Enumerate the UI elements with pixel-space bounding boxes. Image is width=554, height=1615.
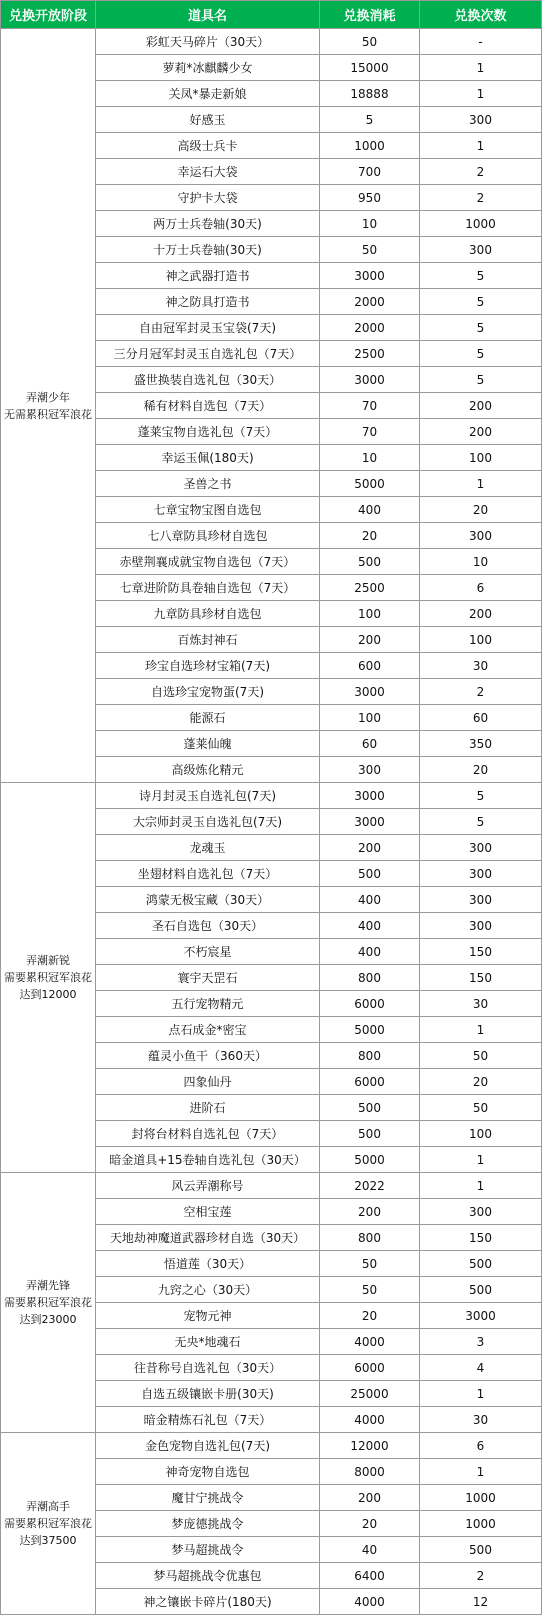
cost-cell: 40 — [320, 1537, 420, 1563]
times-cell: 5 — [420, 341, 542, 367]
cost-cell: 2000 — [320, 289, 420, 315]
times-cell: 100 — [420, 627, 542, 653]
item-name-cell: 好感玉 — [96, 107, 320, 133]
times-cell: 500 — [420, 1277, 542, 1303]
item-name-cell: 幸运玉佩(180天) — [96, 445, 320, 471]
cost-cell: 3000 — [320, 263, 420, 289]
times-cell: 1 — [420, 1017, 542, 1043]
header-stage: 兑换开放阶段 — [1, 1, 96, 29]
item-name-cell: 萝莉*冰麒麟少女 — [96, 55, 320, 81]
stage-line: 达到23000 — [19, 1313, 77, 1326]
times-cell: 1 — [420, 1173, 542, 1199]
item-name-cell: 寰宇天罡石 — [96, 965, 320, 991]
cost-cell: 6000 — [320, 1069, 420, 1095]
times-cell: 2 — [420, 185, 542, 211]
cost-cell: 3000 — [320, 679, 420, 705]
cost-cell: 500 — [320, 549, 420, 575]
item-name-cell: 坐翅材料自选礼包（7天） — [96, 861, 320, 887]
cost-cell: 300 — [320, 757, 420, 783]
cost-cell: 6400 — [320, 1563, 420, 1589]
times-cell: 200 — [420, 601, 542, 627]
item-name-cell: 神奇宠物自选包 — [96, 1459, 320, 1485]
times-cell: 3000 — [420, 1303, 542, 1329]
item-name-cell: 大宗师封灵玉自选礼包(7天) — [96, 809, 320, 835]
item-name-cell: 鸿蒙无极宝藏（30天） — [96, 887, 320, 913]
item-name-cell: 点石成金*密宝 — [96, 1017, 320, 1043]
times-cell: 1 — [420, 1147, 542, 1173]
times-cell: 30 — [420, 991, 542, 1017]
item-name-cell: 诗月封灵玉自选礼包(7天) — [96, 783, 320, 809]
times-cell: 2 — [420, 159, 542, 185]
header-item: 道具名 — [96, 1, 320, 29]
item-name-cell: 五行宠物精元 — [96, 991, 320, 1017]
times-cell: 20 — [420, 757, 542, 783]
item-name-cell: 四象仙丹 — [96, 1069, 320, 1095]
stage-line: 需要累积冠军浪花 — [4, 1296, 92, 1309]
stage-line: 需要累积冠军浪花 — [4, 1517, 92, 1530]
table-row — [1, 1433, 542, 1459]
header-row — [1, 1, 542, 29]
item-name-cell: 蕴灵小鱼干（360天） — [96, 1043, 320, 1069]
item-name-cell: 守护卡大袋 — [96, 185, 320, 211]
times-cell: 10 — [420, 549, 542, 575]
item-name-cell: 蓬莱宝物自选礼包（7天） — [96, 419, 320, 445]
stage-line: 无需累积冠军浪花 — [4, 407, 92, 421]
item-name-cell: 七章宝物宝图自选包 — [96, 497, 320, 523]
cost-cell: 400 — [320, 887, 420, 913]
cost-cell: 50 — [320, 1251, 420, 1277]
item-name-cell: 风云弄潮称号 — [96, 1173, 320, 1199]
cost-cell: 20 — [320, 1303, 420, 1329]
item-name-cell: 九章防具珍材自选包 — [96, 601, 320, 627]
cost-cell: 2022 — [320, 1173, 420, 1199]
times-cell: 200 — [420, 393, 542, 419]
cost-cell: 200 — [320, 835, 420, 861]
item-name-cell: 高级士兵卡 — [96, 133, 320, 159]
item-name-cell: 百炼封神石 — [96, 627, 320, 653]
item-name-cell: 梦马超挑战令 — [96, 1537, 320, 1563]
times-cell: 300 — [420, 237, 542, 263]
cost-cell: 500 — [320, 1121, 420, 1147]
times-cell: 300 — [420, 913, 542, 939]
stage-line: 弄潮先锋 — [26, 1279, 70, 1292]
cost-cell: 8000 — [320, 1459, 420, 1485]
times-cell: 6 — [420, 575, 542, 601]
cost-cell: 500 — [320, 1095, 420, 1121]
times-cell: - — [420, 29, 542, 55]
times-cell: 6 — [420, 1433, 542, 1459]
cost-cell: 50 — [320, 1277, 420, 1303]
times-cell: 100 — [420, 445, 542, 471]
times-cell: 2 — [420, 1563, 542, 1589]
item-name-cell: 金色宠物自选礼包(7天) — [96, 1433, 320, 1459]
stage-line: 达到37500 — [19, 1534, 77, 1547]
item-name-cell: 自选五级镶嵌卡册(30天) — [96, 1381, 320, 1407]
times-cell: 100 — [420, 1121, 542, 1147]
cost-cell: 6000 — [320, 1355, 420, 1381]
item-name-cell: 九窍之心（30天） — [96, 1277, 320, 1303]
item-name-cell: 自选珍宝宠物蛋(7天) — [96, 679, 320, 705]
times-cell: 60 — [420, 705, 542, 731]
item-name-cell: 两万士兵卷轴(30天) — [96, 211, 320, 237]
cost-cell: 2500 — [320, 341, 420, 367]
item-name-cell: 三分月冠军封灵玉自选礼包（7天） — [96, 341, 320, 367]
stage-line: 弄潮高手 — [26, 1500, 70, 1513]
times-cell: 3 — [420, 1329, 542, 1355]
times-cell: 300 — [420, 107, 542, 133]
times-cell: 1000 — [420, 1485, 542, 1511]
cost-cell: 1000 — [320, 133, 420, 159]
item-name-cell: 能源石 — [96, 705, 320, 731]
cost-cell: 70 — [320, 393, 420, 419]
times-cell: 1 — [420, 1381, 542, 1407]
times-cell: 5 — [420, 263, 542, 289]
cost-cell: 15000 — [320, 55, 420, 81]
cost-cell: 200 — [320, 1199, 420, 1225]
cost-cell: 5 — [320, 107, 420, 133]
cost-cell: 100 — [320, 705, 420, 731]
table-row — [1, 29, 542, 55]
times-cell: 4 — [420, 1355, 542, 1381]
times-cell: 150 — [420, 965, 542, 991]
cost-cell: 400 — [320, 913, 420, 939]
item-name-cell: 无央*地魂石 — [96, 1329, 320, 1355]
cost-cell: 200 — [320, 1485, 420, 1511]
cost-cell: 400 — [320, 939, 420, 965]
cost-cell: 800 — [320, 965, 420, 991]
cost-cell: 20 — [320, 523, 420, 549]
times-cell: 200 — [420, 419, 542, 445]
times-cell: 5 — [420, 289, 542, 315]
item-name-cell: 蓬莱仙魄 — [96, 731, 320, 757]
times-cell: 1000 — [420, 1511, 542, 1537]
cost-cell: 20 — [320, 1511, 420, 1537]
item-name-cell: 魔甘宁挑战令 — [96, 1485, 320, 1511]
cost-cell: 18888 — [320, 81, 420, 107]
times-cell: 1 — [420, 133, 542, 159]
times-cell: 500 — [420, 1537, 542, 1563]
cost-cell: 950 — [320, 185, 420, 211]
times-cell: 300 — [420, 1199, 542, 1225]
item-name-cell: 圣石自选包（30天） — [96, 913, 320, 939]
header-cost: 兑换消耗 — [320, 1, 420, 29]
item-name-cell: 暗金道具+15卷轴自选礼包（30天） — [96, 1147, 320, 1173]
cost-cell: 400 — [320, 497, 420, 523]
times-cell: 300 — [420, 887, 542, 913]
item-name-cell: 自由冠军封灵玉宝袋(7天) — [96, 315, 320, 341]
stage-cell — [1, 783, 96, 1173]
times-cell: 20 — [420, 1069, 542, 1095]
item-name-cell: 梦马超挑战令优惠包 — [96, 1563, 320, 1589]
cost-cell: 600 — [320, 653, 420, 679]
cost-cell: 10 — [320, 445, 420, 471]
item-name-cell: 龙魂玉 — [96, 835, 320, 861]
times-cell: 1 — [420, 55, 542, 81]
item-name-cell: 高级炼化精元 — [96, 757, 320, 783]
item-name-cell: 珍宝自选珍材宝箱(7天) — [96, 653, 320, 679]
item-name-cell: 宠物元神 — [96, 1303, 320, 1329]
item-name-cell: 不朽宸星 — [96, 939, 320, 965]
cost-cell: 5000 — [320, 1017, 420, 1043]
header-times: 兑换次数 — [420, 1, 542, 29]
stage-line: 需要累积冠军浪花 — [4, 971, 92, 984]
cost-cell: 200 — [320, 627, 420, 653]
times-cell: 50 — [420, 1095, 542, 1121]
item-name-cell: 赤壁荆襄成就宝物自选包（7天） — [96, 549, 320, 575]
item-name-cell: 天地劫神魔道武器珍材自选（30天） — [96, 1225, 320, 1251]
item-name-cell: 圣兽之书 — [96, 471, 320, 497]
item-name-cell: 暗金精炼石礼包（7天） — [96, 1407, 320, 1433]
cost-cell: 6000 — [320, 991, 420, 1017]
times-cell: 30 — [420, 1407, 542, 1433]
cost-cell: 5000 — [320, 1147, 420, 1173]
item-name-cell: 梦庞德挑战令 — [96, 1511, 320, 1537]
times-cell: 1000 — [420, 211, 542, 237]
cost-cell: 5000 — [320, 471, 420, 497]
cost-cell: 2500 — [320, 575, 420, 601]
table-body — [1, 29, 542, 1615]
times-cell: 500 — [420, 1251, 542, 1277]
times-cell: 30 — [420, 653, 542, 679]
cost-cell: 50 — [320, 237, 420, 263]
item-name-cell: 封将台材料自选礼包（7天） — [96, 1121, 320, 1147]
times-cell: 5 — [420, 809, 542, 835]
times-cell: 5 — [420, 367, 542, 393]
times-cell: 300 — [420, 861, 542, 887]
cost-cell: 70 — [320, 419, 420, 445]
stage-cell — [1, 1433, 96, 1615]
times-cell: 1 — [420, 471, 542, 497]
times-cell: 5 — [420, 315, 542, 341]
stage-line: 达到12000 — [19, 988, 77, 1001]
table-row — [1, 783, 542, 809]
stage-cell — [1, 1173, 96, 1433]
cost-cell: 2000 — [320, 315, 420, 341]
item-name-cell: 盛世换装自选礼包（30天） — [96, 367, 320, 393]
stage-line: 弄潮新锐 — [26, 954, 70, 967]
cost-cell: 10 — [320, 211, 420, 237]
cost-cell: 4000 — [320, 1589, 420, 1615]
times-cell: 1 — [420, 1459, 542, 1485]
item-name-cell: 神之防具打造书 — [96, 289, 320, 315]
times-cell: 50 — [420, 1043, 542, 1069]
times-cell: 150 — [420, 1225, 542, 1251]
item-name-cell: 幸运石大袋 — [96, 159, 320, 185]
cost-cell: 25000 — [320, 1381, 420, 1407]
stage-line: 弄潮少年 — [26, 390, 70, 404]
stage-cell — [1, 29, 96, 783]
cost-cell: 4000 — [320, 1329, 420, 1355]
cost-cell: 3000 — [320, 809, 420, 835]
cost-cell: 12000 — [320, 1433, 420, 1459]
item-name-cell: 空相宝莲 — [96, 1199, 320, 1225]
times-cell: 20 — [420, 497, 542, 523]
item-name-cell: 十万士兵卷轴(30天) — [96, 237, 320, 263]
cost-cell: 60 — [320, 731, 420, 757]
cost-cell: 800 — [320, 1225, 420, 1251]
item-name-cell: 神之武器打造书 — [96, 263, 320, 289]
item-name-cell: 七章进阶防具卷轴自选包（7天） — [96, 575, 320, 601]
times-cell: 12 — [420, 1589, 542, 1615]
item-name-cell: 七八章防具珍材自选包 — [96, 523, 320, 549]
item-name-cell: 神之镶嵌卡碎片(180天) — [96, 1589, 320, 1615]
cost-cell: 500 — [320, 861, 420, 887]
times-cell: 150 — [420, 939, 542, 965]
times-cell: 300 — [420, 835, 542, 861]
item-name-cell: 关凤*暴走新娘 — [96, 81, 320, 107]
cost-cell: 100 — [320, 601, 420, 627]
times-cell: 1 — [420, 81, 542, 107]
times-cell: 350 — [420, 731, 542, 757]
item-name-cell: 往昔称号自选礼包（30天） — [96, 1355, 320, 1381]
cost-cell: 3000 — [320, 783, 420, 809]
cost-cell: 3000 — [320, 367, 420, 393]
table-row — [1, 1173, 542, 1199]
cost-cell: 50 — [320, 29, 420, 55]
times-cell: 300 — [420, 523, 542, 549]
times-cell: 5 — [420, 783, 542, 809]
cost-cell: 800 — [320, 1043, 420, 1069]
item-name-cell: 进阶石 — [96, 1095, 320, 1121]
item-name-cell: 稀有材料自选包（7天） — [96, 393, 320, 419]
cost-cell: 700 — [320, 159, 420, 185]
times-cell: 2 — [420, 679, 542, 705]
item-name-cell: 彩虹天马碎片（30天） — [96, 29, 320, 55]
item-name-cell: 悟道莲（30天） — [96, 1251, 320, 1277]
cost-cell: 4000 — [320, 1407, 420, 1433]
